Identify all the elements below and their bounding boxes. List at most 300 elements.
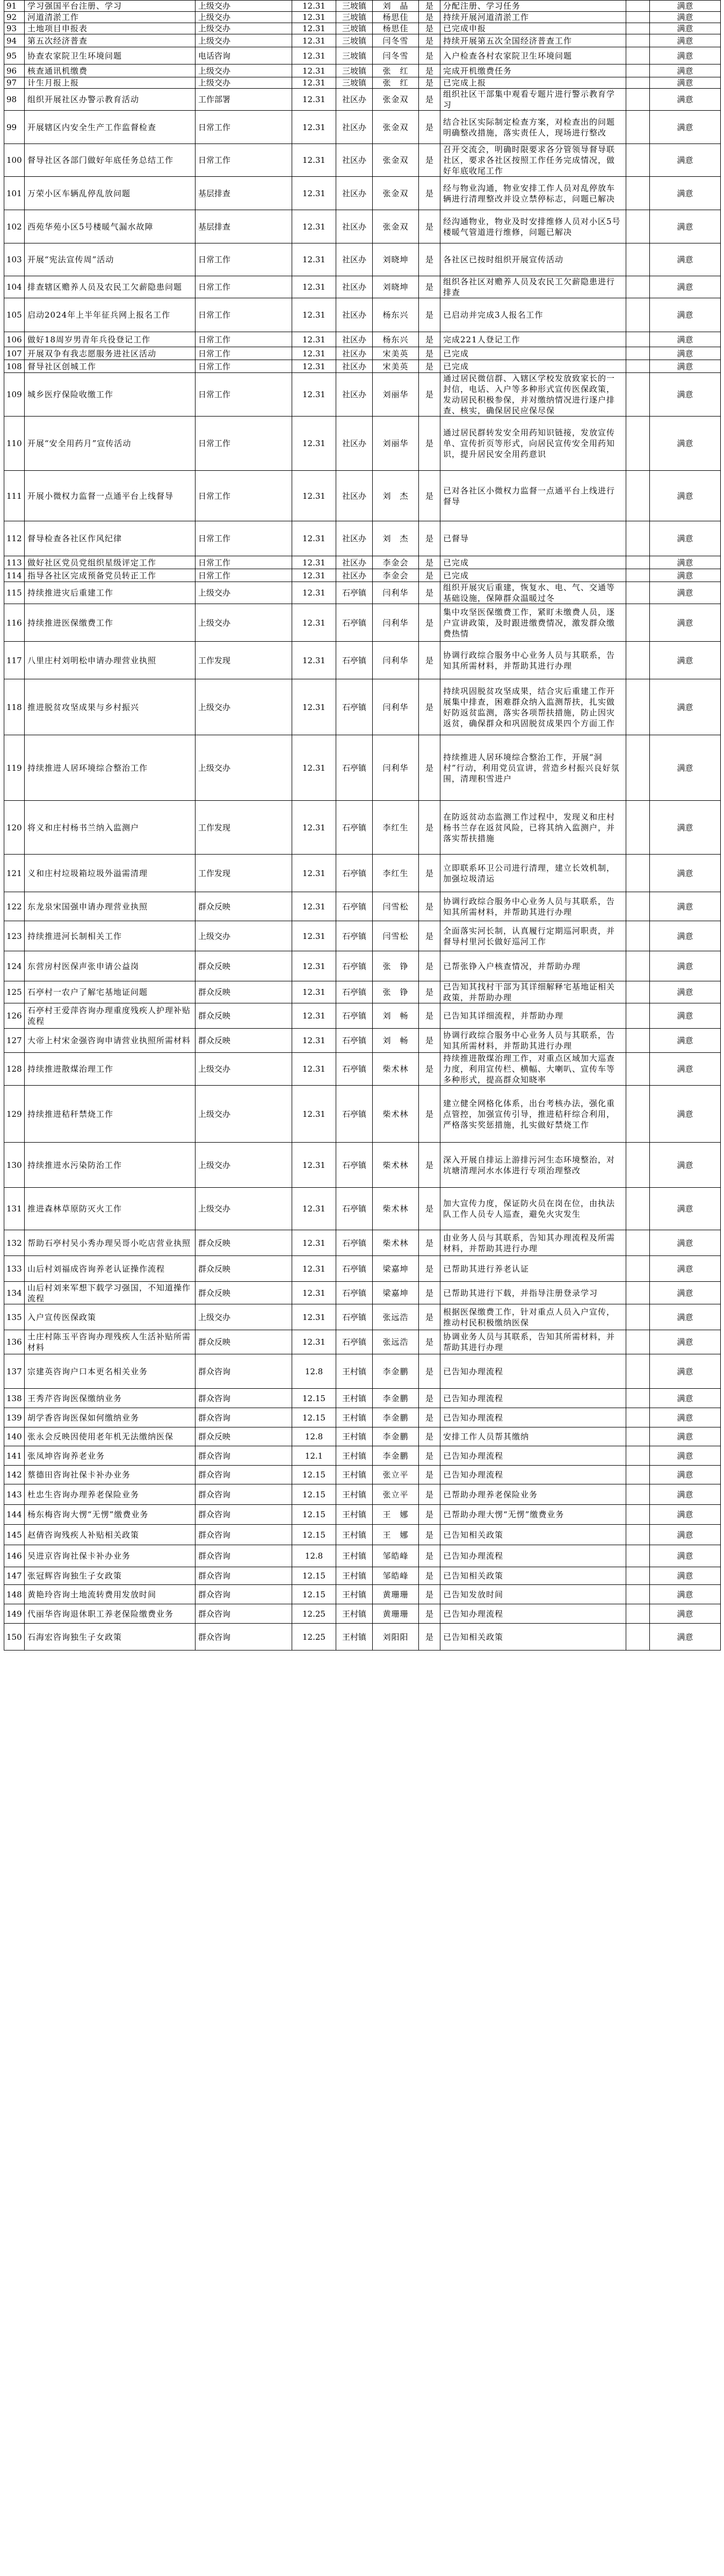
row-number: 106 — [4, 332, 25, 347]
row-number: 143 — [4, 1484, 25, 1505]
row-number: 94 — [4, 34, 25, 47]
task-unit: 王村镇 — [336, 1466, 373, 1484]
blank-cell — [626, 1, 650, 12]
task-done: 是 — [419, 556, 440, 569]
task-date: 12.31 — [292, 801, 336, 855]
task-done: 是 — [419, 521, 440, 556]
task-unit: 王村镇 — [336, 1389, 373, 1408]
task-source: 上级交办 — [196, 1143, 292, 1188]
blank-cell — [626, 1446, 650, 1466]
task-satisfaction: 满意 — [650, 373, 721, 417]
task-done: 是 — [419, 298, 440, 332]
task-source: 上级交办 — [196, 64, 292, 77]
task-unit: 石亭镇 — [336, 604, 373, 642]
task-date: 12.31 — [292, 855, 336, 892]
task-person: 闫利华 — [373, 604, 419, 642]
task-person: 李金鹏 — [373, 1427, 419, 1446]
task-person: 黄珊珊 — [373, 1604, 419, 1624]
task-item: 指导各社区完成预备党员转正工作 — [25, 569, 196, 582]
task-done: 是 — [419, 604, 440, 642]
table-row — [4, 521, 721, 556]
task-source: 群众咨询 — [196, 1466, 292, 1484]
task-done: 是 — [419, 1003, 440, 1029]
task-result: 完成开机缴费任务 — [440, 64, 626, 77]
task-date: 12.31 — [292, 892, 336, 921]
table-row — [4, 1304, 721, 1330]
task-source: 群众反映 — [196, 1427, 292, 1446]
task-satisfaction: 满意 — [650, 1446, 721, 1466]
table-row — [4, 210, 721, 243]
task-done: 是 — [419, 981, 440, 1003]
row-number: 130 — [4, 1143, 25, 1188]
row-number: 92 — [4, 12, 25, 23]
task-satisfaction: 满意 — [650, 12, 721, 23]
task-source: 群众咨询 — [196, 1567, 292, 1585]
task-item: 入户宣传医保政策 — [25, 1304, 196, 1330]
task-date: 12.31 — [292, 981, 336, 1003]
task-person: 王 娜 — [373, 1525, 419, 1545]
task-result: 已帮张铮入户核查情况，并帮助办理 — [440, 951, 626, 981]
task-done: 是 — [419, 892, 440, 921]
blank-cell — [626, 89, 650, 111]
row-number: 104 — [4, 276, 25, 298]
task-date: 12.31 — [292, 1330, 336, 1354]
blank-cell — [626, 1624, 650, 1651]
table-row — [4, 1604, 721, 1624]
task-result: 已帮助其进行下载，并指导注册登录学习 — [440, 1282, 626, 1304]
task-date: 12.31 — [292, 604, 336, 642]
table-row — [4, 1053, 721, 1086]
task-done: 是 — [419, 1304, 440, 1330]
task-unit: 王村镇 — [336, 1604, 373, 1624]
task-satisfaction: 满意 — [650, 1545, 721, 1567]
table-row — [4, 347, 721, 360]
blank-cell — [626, 569, 650, 582]
task-satisfaction: 满意 — [650, 1053, 721, 1086]
table-row — [4, 951, 721, 981]
task-item: 做好社区党员党组织星级评定工作 — [25, 556, 196, 569]
task-done: 是 — [419, 855, 440, 892]
task-person: 梁嘉坤 — [373, 1282, 419, 1304]
blank-cell — [626, 1188, 650, 1230]
row-number: 123 — [4, 921, 25, 951]
task-unit: 石亭镇 — [336, 1282, 373, 1304]
task-satisfaction: 满意 — [650, 111, 721, 144]
task-done: 是 — [419, 276, 440, 298]
blank-cell — [626, 23, 650, 34]
table-row — [4, 332, 721, 347]
task-unit: 三坡镇 — [336, 23, 373, 34]
task-item: 蔡德田咨询社保卡补办业务 — [25, 1466, 196, 1484]
task-date: 12.31 — [292, 417, 336, 471]
task-source: 上级交办 — [196, 77, 292, 89]
task-result: 组织开展灾后重建，恢复水、电、气、交通等基础设施，保障群众温暖过冬 — [440, 582, 626, 604]
task-unit: 社区办 — [336, 556, 373, 569]
blank-cell — [626, 921, 650, 951]
blank-cell — [626, 801, 650, 855]
task-item: 开展小微权力监督一点通平台上线督导 — [25, 471, 196, 521]
task-person: 李红生 — [373, 801, 419, 855]
task-person: 张金双 — [373, 111, 419, 144]
blank-cell — [626, 332, 650, 347]
task-source: 群众反映 — [196, 1330, 292, 1354]
blank-cell — [626, 1256, 650, 1282]
table-row — [4, 12, 721, 23]
table-row — [4, 1484, 721, 1505]
row-number: 148 — [4, 1585, 25, 1604]
task-person: 张 铮 — [373, 981, 419, 1003]
task-unit: 社区办 — [336, 144, 373, 177]
blank-cell — [626, 1604, 650, 1624]
blank-cell — [626, 1545, 650, 1567]
task-unit: 社区办 — [336, 298, 373, 332]
task-result: 已告知相关政策 — [440, 1624, 626, 1651]
task-result: 已告知办理流程 — [440, 1354, 626, 1389]
task-done: 是 — [419, 1086, 440, 1143]
blank-cell — [626, 1304, 650, 1330]
task-date: 12.31 — [292, 360, 336, 373]
table-row — [4, 855, 721, 892]
task-item: 组织开展社区办警示教育活动 — [25, 89, 196, 111]
task-result: 持续开展河道清淤工作 — [440, 12, 626, 23]
blank-cell — [626, 735, 650, 801]
table-row — [4, 1230, 721, 1256]
task-satisfaction: 满意 — [650, 347, 721, 360]
task-item: 第五次经济普查 — [25, 34, 196, 47]
row-number: 110 — [4, 417, 25, 471]
task-done: 是 — [419, 1545, 440, 1567]
table-row — [4, 243, 721, 276]
task-date: 12.31 — [292, 471, 336, 521]
task-result: 深入开展自排运上游排污河生态环境整治，对坑塘清理河水水体进行专项治理整改 — [440, 1143, 626, 1188]
table-row — [4, 569, 721, 582]
task-person: 刘晓坤 — [373, 276, 419, 298]
task-date: 12.31 — [292, 177, 336, 210]
task-result: 集中攻坚医保缴费工作，紧盯未缴费人员，逐户宣讲政策，及时跟进缴费情况，激发群众缴费热情 — [440, 604, 626, 642]
task-satisfaction: 满意 — [650, 1003, 721, 1029]
row-number: 117 — [4, 642, 25, 679]
blank-cell — [626, 1143, 650, 1188]
task-unit: 石亭镇 — [336, 1029, 373, 1053]
row-number: 108 — [4, 360, 25, 373]
task-result: 已启动并完成3人报名工作 — [440, 298, 626, 332]
task-person: 闫雪松 — [373, 892, 419, 921]
task-item: 推进森林草原防灭火工作 — [25, 1188, 196, 1230]
task-result: 组织各社区对赡养人员及农民工欠薪隐患进行排查 — [440, 276, 626, 298]
task-satisfaction: 满意 — [650, 47, 721, 64]
task-result: 已告知办理流程 — [440, 1545, 626, 1567]
task-person: 刘丽华 — [373, 417, 419, 471]
task-done: 是 — [419, 332, 440, 347]
task-satisfaction: 满意 — [650, 582, 721, 604]
task-satisfaction: 满意 — [650, 276, 721, 298]
task-unit: 王村镇 — [336, 1624, 373, 1651]
row-number: 138 — [4, 1389, 25, 1408]
task-result: 协调行政综合服务中心业务人员与其联系，告知其所需材料，并帮助其进行办理 — [440, 1029, 626, 1053]
task-date: 12.31 — [292, 12, 336, 23]
row-number: 119 — [4, 735, 25, 801]
task-done: 是 — [419, 951, 440, 981]
task-source: 群众反映 — [196, 892, 292, 921]
task-done: 是 — [419, 347, 440, 360]
row-number: 118 — [4, 679, 25, 735]
task-done: 是 — [419, 471, 440, 521]
row-number: 139 — [4, 1408, 25, 1427]
blank-cell — [626, 210, 650, 243]
task-source: 群众反映 — [196, 951, 292, 981]
task-satisfaction: 满意 — [650, 1624, 721, 1651]
blank-cell — [626, 951, 650, 981]
task-unit: 社区办 — [336, 569, 373, 582]
task-date: 12.31 — [292, 951, 336, 981]
task-result: 已告知办理流程 — [440, 1389, 626, 1408]
task-unit: 社区办 — [336, 360, 373, 373]
task-person: 杨东兴 — [373, 332, 419, 347]
task-date: 12.31 — [292, 111, 336, 144]
blank-cell — [626, 34, 650, 47]
row-number: 120 — [4, 801, 25, 855]
blank-cell — [626, 243, 650, 276]
task-done: 是 — [419, 77, 440, 89]
row-number: 114 — [4, 569, 25, 582]
task-item: 开展“宪法宣传周”活动 — [25, 243, 196, 276]
task-date: 12.31 — [292, 47, 336, 64]
task-satisfaction: 满意 — [650, 77, 721, 89]
task-unit: 石亭镇 — [336, 735, 373, 801]
task-source: 日常工作 — [196, 569, 292, 582]
table-row — [4, 89, 721, 111]
task-source: 工作部署 — [196, 89, 292, 111]
task-source: 上级交办 — [196, 34, 292, 47]
task-date: 12.31 — [292, 144, 336, 177]
task-satisfaction: 满意 — [650, 360, 721, 373]
task-item: 持续推进人居环境综合整治工作 — [25, 735, 196, 801]
task-done: 是 — [419, 111, 440, 144]
task-done: 是 — [419, 1446, 440, 1466]
task-unit: 石亭镇 — [336, 1188, 373, 1230]
task-item: 持续推进医保缴费工作 — [25, 604, 196, 642]
task-date: 12.31 — [292, 1282, 336, 1304]
table-row — [4, 111, 721, 144]
task-person: 张 红 — [373, 64, 419, 77]
task-source: 群众咨询 — [196, 1525, 292, 1545]
task-result: 协调行政综合服务中心业务人员与其联系，告知其所需材料，并帮助其进行办理 — [440, 892, 626, 921]
task-result: 在防返贫动态监测工作过程中，发现义和庄村杨书兰存在返贫风险，已将其纳入监测户，并落实帮扶措施 — [440, 801, 626, 855]
row-number: 147 — [4, 1567, 25, 1585]
task-item: 石海宏咨询独生子女政策 — [25, 1624, 196, 1651]
task-unit: 石亭镇 — [336, 1304, 373, 1330]
task-item: 山后村刘福成咨询养老认证操作流程 — [25, 1256, 196, 1282]
task-person: 李红生 — [373, 855, 419, 892]
table-row — [4, 604, 721, 642]
task-result: 经与物业沟通，物业安排工作人员对乱停放车辆进行清理整改并设立禁停标志，问题已解决 — [440, 177, 626, 210]
task-satisfaction: 满意 — [650, 332, 721, 347]
task-date: 12.31 — [292, 1143, 336, 1188]
task-unit: 王村镇 — [336, 1408, 373, 1427]
row-number: 122 — [4, 892, 25, 921]
task-date: 12.31 — [292, 89, 336, 111]
table-row — [4, 1585, 721, 1604]
task-person: 刘丽华 — [373, 373, 419, 417]
table-row — [4, 23, 721, 34]
task-item: 山后村刘来军想下载学习强国，不知道操作流程 — [25, 1282, 196, 1304]
task-person: 张金双 — [373, 89, 419, 111]
row-number: 137 — [4, 1354, 25, 1389]
row-number: 142 — [4, 1466, 25, 1484]
task-person: 宋美英 — [373, 347, 419, 360]
task-item: 张永会反映因使用老年机无法缴纳医保 — [25, 1427, 196, 1446]
task-result: 已告知其详细流程，并帮助办理 — [440, 1003, 626, 1029]
task-date: 12.31 — [292, 347, 336, 360]
task-unit: 王村镇 — [336, 1585, 373, 1604]
row-number: 121 — [4, 855, 25, 892]
row-number: 105 — [4, 298, 25, 332]
task-unit: 社区办 — [336, 471, 373, 521]
row-number: 109 — [4, 373, 25, 417]
task-person: 刘晓坤 — [373, 243, 419, 276]
task-item: 帮助石亭村吴小秀办理吴哥小吃店营业执照 — [25, 1230, 196, 1256]
task-satisfaction: 满意 — [650, 64, 721, 77]
table-row — [4, 77, 721, 89]
task-done: 是 — [419, 23, 440, 34]
task-source: 群众咨询 — [196, 1484, 292, 1505]
task-item: 石亭村王爱萍咨询办理重度残疾人护理补贴流程 — [25, 1003, 196, 1029]
task-item: 协查农家院卫生环境问题 — [25, 47, 196, 64]
blank-cell — [626, 1354, 650, 1389]
task-item: 石亭村一农户了解宅基地证问题 — [25, 981, 196, 1003]
row-number: 101 — [4, 177, 25, 210]
task-result: 立即联系环卫公司进行清理，建立长效机制，加强垃圾清运 — [440, 855, 626, 892]
task-satisfaction: 满意 — [650, 1505, 721, 1525]
task-item: 八里庄村刘明松申请办理营业执照 — [25, 642, 196, 679]
table-row — [4, 373, 721, 417]
task-date: 12.31 — [292, 1304, 336, 1330]
table-row — [4, 177, 721, 210]
task-person: 闫冬雪 — [373, 34, 419, 47]
task-satisfaction: 满意 — [650, 981, 721, 1003]
table-row — [4, 34, 721, 47]
table-row — [4, 892, 721, 921]
blank-cell — [626, 77, 650, 89]
task-satisfaction: 满意 — [650, 1484, 721, 1505]
task-done: 是 — [419, 1330, 440, 1354]
task-item: 东龙泉宋国强申请办理营业执照 — [25, 892, 196, 921]
task-result: 已对各社区小微权力监督一点通平台上线进行督导 — [440, 471, 626, 521]
task-source: 日常工作 — [196, 298, 292, 332]
task-satisfaction: 满意 — [650, 23, 721, 34]
task-satisfaction: 满意 — [650, 679, 721, 735]
record-sheet — [4, 0, 720, 1651]
task-satisfaction: 满意 — [650, 1354, 721, 1389]
task-item: 开展“安全用药月”宣传活动 — [25, 417, 196, 471]
blank-cell — [626, 1408, 650, 1427]
table-row — [4, 1427, 721, 1446]
task-done: 是 — [419, 1484, 440, 1505]
task-done: 是 — [419, 642, 440, 679]
task-item: 开展双争有我志愿服务进社区活动 — [25, 347, 196, 360]
task-done: 是 — [419, 47, 440, 64]
task-satisfaction: 满意 — [650, 471, 721, 521]
task-source: 群众咨询 — [196, 1624, 292, 1651]
task-date: 12.15 — [292, 1585, 336, 1604]
task-item: 启动2024年上半年征兵网上报名工作 — [25, 298, 196, 332]
task-satisfaction: 满意 — [650, 1330, 721, 1354]
task-result: 经沟通物业，物业及时安排维修人员对小区5号楼暖气管道进行维修，问题已解决 — [440, 210, 626, 243]
table-row — [4, 735, 721, 801]
table-row — [4, 1330, 721, 1354]
table-row — [4, 417, 721, 471]
blank-cell — [626, 679, 650, 735]
task-done: 是 — [419, 1389, 440, 1408]
task-source: 工作发现 — [196, 642, 292, 679]
task-date: 12.15 — [292, 1466, 336, 1484]
blank-cell — [626, 604, 650, 642]
task-date: 12.31 — [292, 1230, 336, 1256]
table-row — [4, 1003, 721, 1029]
task-unit: 王村镇 — [336, 1484, 373, 1505]
task-item: 核查通讯机缴费 — [25, 64, 196, 77]
table-row — [4, 1545, 721, 1567]
task-unit: 石亭镇 — [336, 1053, 373, 1086]
task-result: 已完成 — [440, 569, 626, 582]
task-satisfaction: 满意 — [650, 243, 721, 276]
task-item: 宗建英咨询户口本更名相关业务 — [25, 1354, 196, 1389]
table-row — [4, 921, 721, 951]
task-source: 上级交办 — [196, 735, 292, 801]
table-row — [4, 1188, 721, 1230]
blank-cell — [626, 276, 650, 298]
task-source: 电话咨询 — [196, 47, 292, 64]
task-item: 张凤坤咨询养老业务 — [25, 1446, 196, 1466]
task-result: 通过居民微信群、入辖区学校发放致家长的一封信，电话、入户等多种形式宣传医保政策，发动居民积极参保，并对缴纳情况进行逐户排查、核实，确保居民应保尽保 — [440, 373, 626, 417]
task-result: 各社区已按时组织开展宣传活动 — [440, 243, 626, 276]
task-source: 日常工作 — [196, 332, 292, 347]
task-item: 胡学香咨询医保如何缴纳业务 — [25, 1408, 196, 1427]
table-row — [4, 1389, 721, 1408]
task-satisfaction: 满意 — [650, 1282, 721, 1304]
task-date: 12.31 — [292, 243, 336, 276]
table-row — [4, 298, 721, 332]
row-number: 131 — [4, 1188, 25, 1230]
task-satisfaction: 满意 — [650, 1427, 721, 1446]
task-source: 日常工作 — [196, 471, 292, 521]
task-item: 持续推进秸秆禁烧工作 — [25, 1086, 196, 1143]
task-person: 刘 畅 — [373, 1029, 419, 1053]
task-source: 基层排查 — [196, 210, 292, 243]
task-done: 是 — [419, 177, 440, 210]
task-satisfaction: 满意 — [650, 604, 721, 642]
task-unit: 社区办 — [336, 417, 373, 471]
task-satisfaction: 满意 — [650, 89, 721, 111]
task-satisfaction: 满意 — [650, 855, 721, 892]
task-person: 李金鹏 — [373, 1408, 419, 1427]
blank-cell — [626, 12, 650, 23]
task-done: 是 — [419, 1354, 440, 1389]
row-number: 115 — [4, 582, 25, 604]
blank-cell — [626, 521, 650, 556]
task-done: 是 — [419, 1505, 440, 1525]
row-number: 133 — [4, 1256, 25, 1282]
task-source: 群众反映 — [196, 1282, 292, 1304]
task-result: 持续开展第五次全国经济普查工作 — [440, 34, 626, 47]
task-person: 刘阳阳 — [373, 1624, 419, 1651]
task-date: 12.31 — [292, 332, 336, 347]
task-source: 群众反映 — [196, 1003, 292, 1029]
task-person: 黄珊珊 — [373, 1585, 419, 1604]
row-number: 111 — [4, 471, 25, 521]
task-date: 12.31 — [292, 77, 336, 89]
task-result: 已告知办理流程 — [440, 1446, 626, 1466]
